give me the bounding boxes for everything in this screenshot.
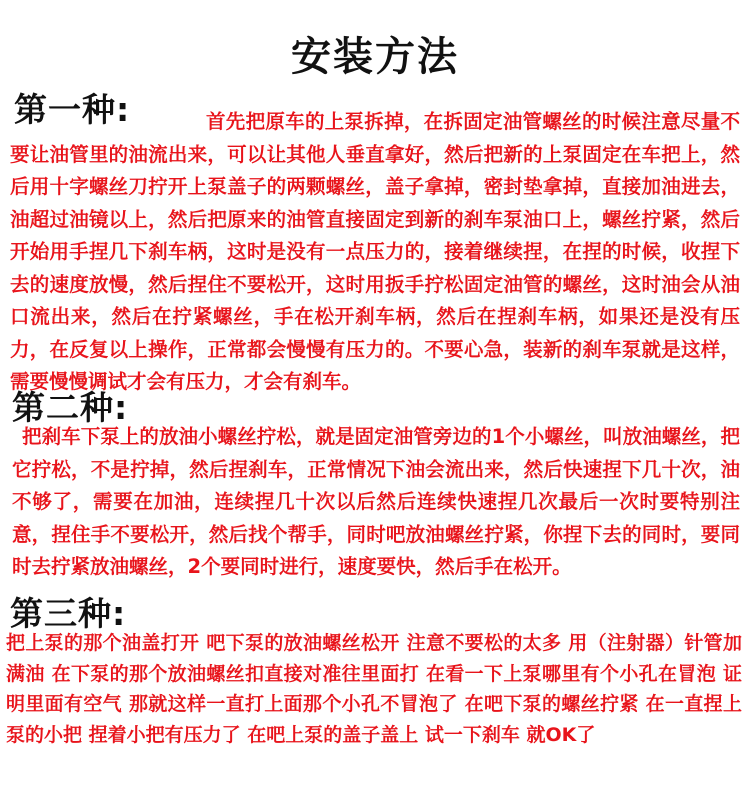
- section-text-method-1: 首先把原车的上泵拆掉，在拆固定油管螺丝的时候注意尽量不要让油管里的油流出来，可以让其他人垂直拿好，然后把新的上泵固定在车把上，然后用十字螺丝刀拧开上泵盖子的两颗螺丝，盖子拿掉，密封垫拿掉，直接加油进去，油超过油镜以上，然后把原来的油管直接固定到新的刹车泵油口上，螺丝拧紧，然后开始用手捏几下刹车柄，这时是没有一点压力的，接着继续捏，在捏的时候，收捏下去的速度放慢，然后捏住不要松开，这时用扳手拧松固定油管的螺丝，这时油会从油口流出来，然后在拧紧螺丝，手在松开刹车柄，然后在捏刹车柄，如果还是没有压力，在反复以上操作，正常都会慢慢有压力的。不要心急，装新的刹车泵就是这样，需要慢慢调试才会有压力，才会有刹车。: [10, 110, 740, 393]
- section-heading-method-1: 第一种:: [14, 90, 131, 129]
- page-title: 安装方法: [291, 34, 459, 80]
- section-heading-method-2: 第二种:: [12, 388, 129, 427]
- section-heading-method-3: 第三种:: [10, 594, 127, 633]
- section-text-method-2: 把刹车下泵上的放油小螺丝拧松，就是固定油管旁边的1个小螺丝，叫放油螺丝，把它拧松，不是拧掉，然后捏刹车，正常情况下油会流出来，然后快速捏下几十次，油不够了，需要在加油，连续捏几十次以后然后连续快速捏几次最后一次时要特别注意，捏住手不要松开，然后找个帮手，同时吧放油螺丝拧紧，你捏下去的同时，要同时去拧紧放油螺丝，2个要同时进行，速度要快，然后手在松开。: [12, 425, 740, 578]
- section-text-method-3: 把上泵的那个油盖打开 吧下泵的放油螺丝松开 注意不要松的太多 用（注射器）针管加满油 在下泵的那个放油螺丝扣直接对准往里面打 在看一下上泵哪里有个小孔在冒泡 证明里面有空气 那就这样一直打上面那个小孔不冒泡了 在吧下泵的螺丝拧紧 在一直捏上泵的小把 捏着小把有压力了 在吧上泵的盖子盖上 试一下刹车 就OK了: [6, 632, 742, 746]
